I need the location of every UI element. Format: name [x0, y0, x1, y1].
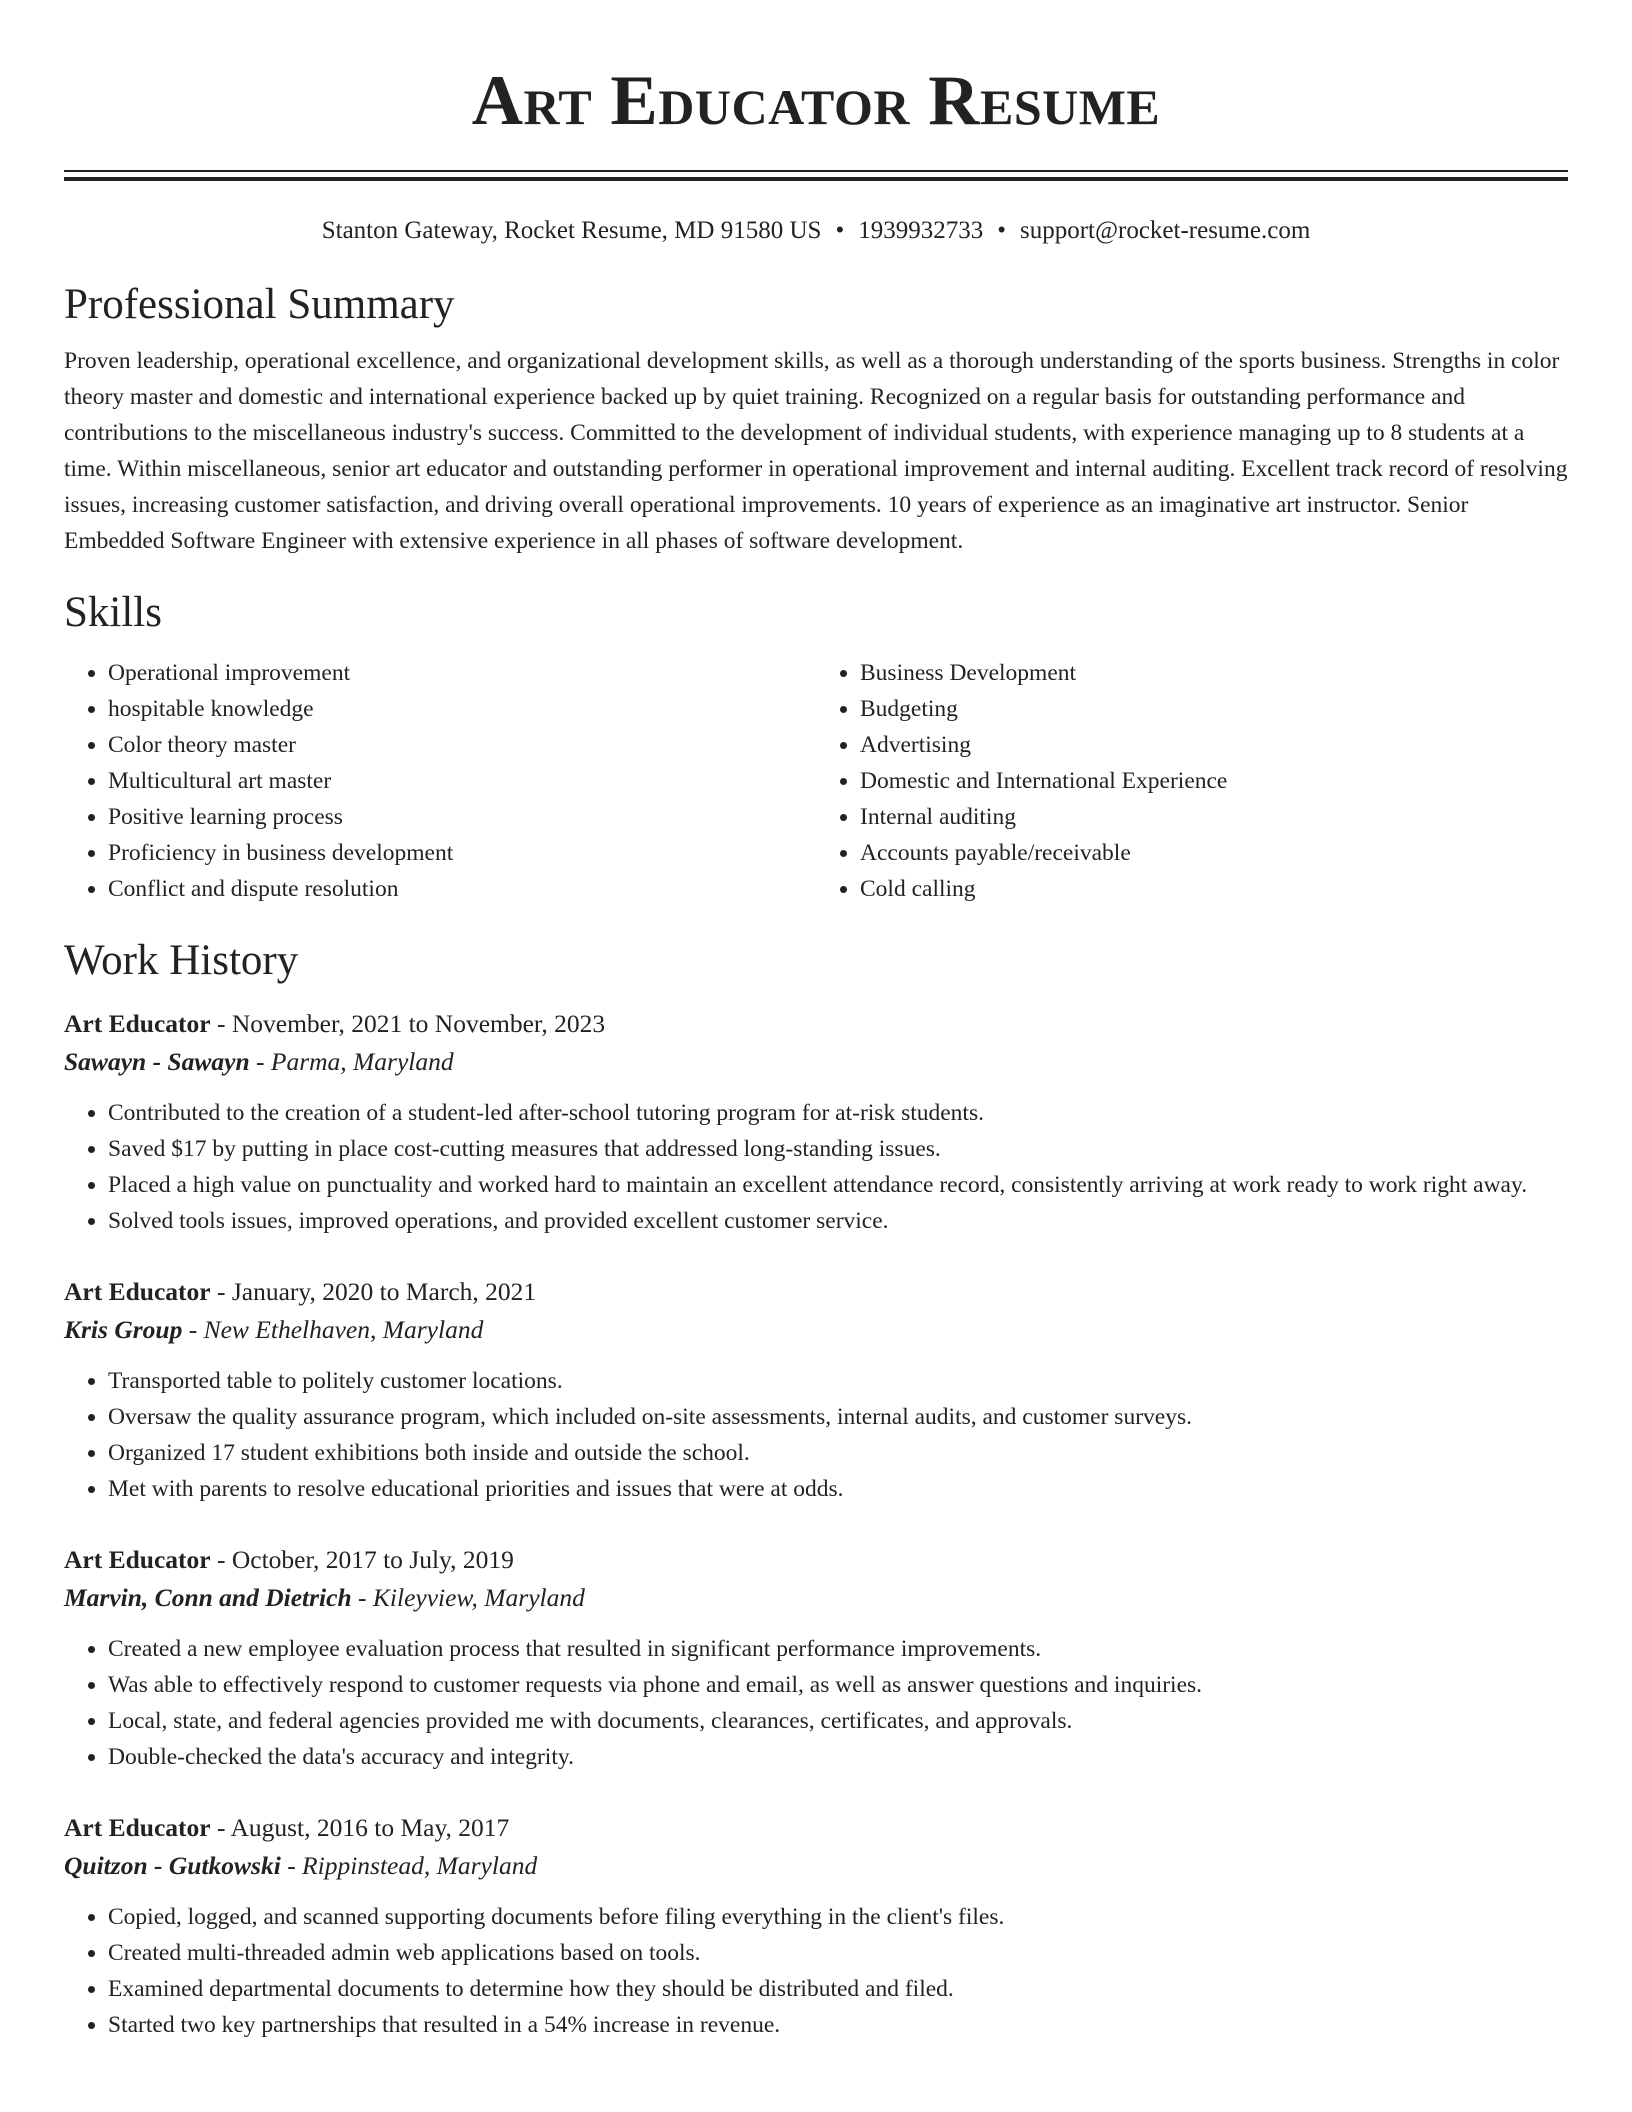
job-entry [64, 1273, 1568, 1507]
skills-list-right [816, 655, 1568, 907]
skill-item: • Accounts payable/receivable [860, 835, 1568, 871]
job-bullet: • Organized 17 student exhibitions both inside and outside the school. [108, 1435, 1568, 1471]
job-bullet: • Local, state, and federal agencies provided me with documents, clearances, certificates, and approvals. [108, 1703, 1568, 1739]
job-bullet: • Double-checked the data's accuracy and integrity. [108, 1739, 1568, 1775]
skill-item: • Internal auditing [860, 799, 1568, 835]
skill-item: • Proficiency in business development [108, 835, 816, 871]
skill-item: • Cold calling [860, 871, 1568, 907]
job-company: Quitzon - Gutkowski [64, 1851, 281, 1880]
job-title-line [64, 1005, 1568, 1043]
skill-item: • hospitable knowledge [108, 691, 816, 727]
job-bullet: • Contributed to the creation of a student-led after-school tutoring program for at-risk students. [108, 1095, 1568, 1131]
contact-separator: • [997, 217, 1006, 244]
job-entry [64, 1541, 1568, 1775]
section-heading-work: Work History [64, 937, 299, 984]
job-bullets [64, 1095, 1568, 1239]
job-location: - Kileyview, Maryland [351, 1583, 585, 1612]
job-location: - New Ethelhaven, Maryland [182, 1315, 484, 1344]
section-heading-skills: Skills [64, 589, 162, 636]
job-company-line [64, 1311, 1568, 1349]
contact-email: support@rocket-resume.com [1019, 217, 1311, 244]
job-company: Kris Group [64, 1315, 183, 1344]
divider-thin-line [64, 170, 1568, 172]
job-role: Art Educator [64, 1009, 211, 1038]
job-dates: - August, 2016 to May, 2017 [210, 1813, 510, 1842]
job-bullet: • Saved $17 by putting in place cost-cutting measures that addressed long-standing issues. [108, 1131, 1568, 1167]
job-bullet: • Solved tools issues, improved operations, and provided excellent customer service. [108, 1203, 1568, 1239]
skill-item: • Multicultural art master [108, 763, 816, 799]
skills-section [64, 585, 1568, 907]
job-title-line [64, 1541, 1568, 1579]
job-bullet: • Met with parents to resolve educational priorities and issues that were at odds. [108, 1471, 1568, 1507]
professional-summary-section [64, 277, 1568, 559]
divider-thick-line [64, 177, 1568, 181]
job-dates: - October, 2017 to July, 2019 [210, 1545, 514, 1574]
title-divider [64, 170, 1568, 181]
job-entry [64, 1005, 1568, 1239]
summary-text: Proven leadership, operational excellence, and organizational development skills, as well as a thorough understanding of the sports business. Strengths in color theory master and domestic and international experience backed up by quiet training. Recognized on a regular basis for outstanding performance and contributions to the miscellaneous industry's success. Committed to the development of individual students, with experience managing up to 8 students at a time. Within miscellaneous, senior art educator and outstanding performer in operational improvement and internal auditing. Excellent track record of resolving issues, increasing customer satisfaction, and driving overall operational improvements. 10 years of experience as an imaginative art instructor. Senior Embedded Software Engineer with extensive experience in all phases of software development. [64, 348, 1568, 554]
job-bullets [64, 1631, 1568, 1775]
job-company-line [64, 1847, 1568, 1885]
skill-item: • Conflict and dispute resolution [108, 871, 816, 907]
job-bullet: • Transported table to politely customer locations. [108, 1363, 1568, 1399]
page-title: Art Educator Resume [471, 62, 1161, 140]
job-bullet: • Oversaw the quality assurance program, which included on-site assessments, internal audits, and customer surveys. [108, 1399, 1568, 1435]
job-title-line [64, 1273, 1568, 1311]
contact-separator: • [835, 217, 845, 244]
job-bullets [64, 1899, 1568, 2043]
job-bullet: • Examined departmental documents to determine how they should be distributed and filed. [108, 1971, 1568, 2007]
work-history-section [64, 933, 1568, 2043]
skill-item: • Color theory master [108, 727, 816, 763]
skill-item: • Budgeting [860, 691, 1568, 727]
skills-list-left [64, 655, 816, 907]
job-company: Sawayn - Sawayn [64, 1047, 250, 1076]
job-bullet: • Placed a high value on punctuality and worked hard to maintain an excellent attendance record, consistently arriving at work ready to work right away. [108, 1167, 1568, 1203]
job-entry [64, 1809, 1568, 2043]
job-dates: - November, 2021 to November, 2023 [210, 1009, 606, 1038]
job-bullet: • Created multi-threaded admin web applications based on tools. [108, 1935, 1568, 1971]
job-title-line [64, 1809, 1568, 1847]
job-company-line [64, 1579, 1568, 1617]
job-bullets [64, 1363, 1568, 1507]
skill-item: • Business Development [860, 655, 1568, 691]
job-location: - Rippinstead, Maryland [280, 1851, 538, 1880]
job-role: Art Educator [64, 1545, 211, 1574]
contact-phone: 1939932733 [858, 217, 984, 244]
job-company: Marvin, Conn and Dietrich [64, 1583, 352, 1612]
job-bullet: • Copied, logged, and scanned supporting documents before filing everything in the client's files. [108, 1899, 1568, 1935]
contact-line [64, 214, 1568, 248]
skills-columns [64, 655, 1568, 907]
job-bullet: • Was able to effectively respond to customer requests via phone and email, as well as answer questions and inquiries. [108, 1667, 1568, 1703]
job-dates: - January, 2020 to March, 2021 [210, 1277, 537, 1306]
job-location: - Parma, Maryland [249, 1047, 454, 1076]
job-role: Art Educator [64, 1277, 211, 1306]
skill-item: • Positive learning process [108, 799, 816, 835]
job-company-line [64, 1043, 1568, 1081]
skill-item: • Operational improvement [108, 655, 816, 691]
skill-item: • Domestic and International Experience [860, 763, 1568, 799]
contact-address: Stanton Gateway, Rocket Resume, MD 91580 US [321, 217, 822, 244]
skill-item: • Advertising [860, 727, 1568, 763]
section-heading-summary: Professional Summary [64, 281, 455, 328]
job-role: Art Educator [64, 1813, 211, 1842]
job-bullet: • Started two key partnerships that resulted in a 54% increase in revenue. [108, 2007, 1568, 2043]
job-bullet: • Created a new employee evaluation process that resulted in significant performance improvements. [108, 1631, 1568, 1667]
